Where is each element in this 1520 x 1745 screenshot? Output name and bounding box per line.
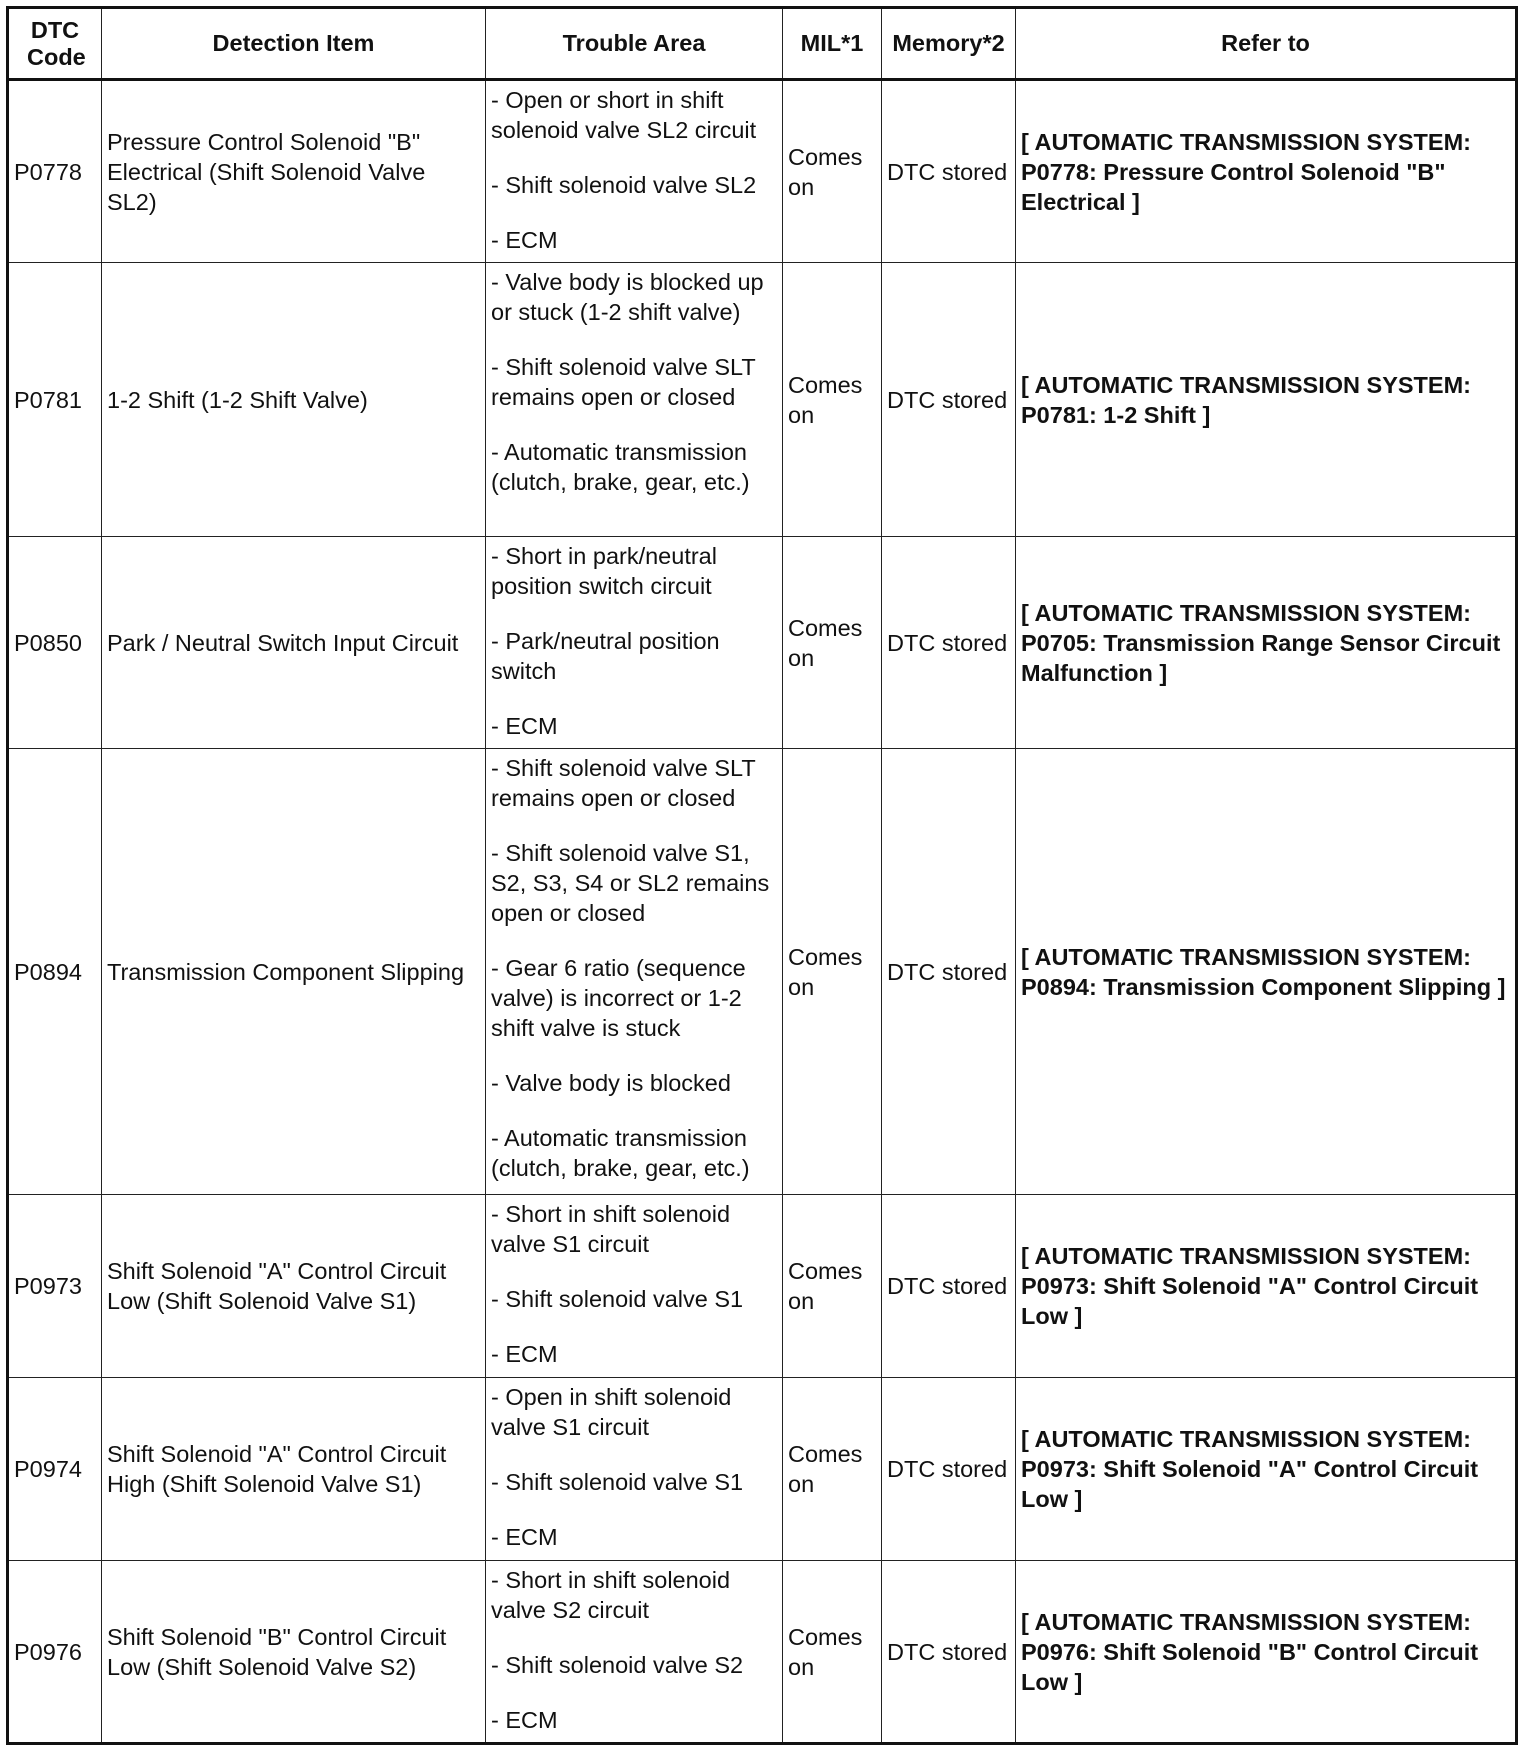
- trouble-area-item: - Shift solenoid valve SL2: [491, 172, 757, 198]
- memory-cell: DTC stored: [882, 749, 1016, 1195]
- mil-cell: Comes on: [783, 1195, 882, 1378]
- dtc-code-cell: P0976: [8, 1561, 102, 1744]
- trouble-area-cell: [486, 263, 783, 537]
- detection-item-cell: 1-2 Shift (1-2 Shift Valve): [102, 263, 486, 537]
- trouble-area-cell: [486, 749, 783, 1195]
- trouble-area-item: - Valve body is blocked: [491, 1070, 731, 1096]
- dtc-table: [6, 6, 1518, 1745]
- trouble-area-item: - Short in shift solenoid valve S2 circuit: [491, 1567, 731, 1623]
- trouble-area-item: - Shift solenoid valve SLT remains open or closed: [491, 354, 756, 410]
- trouble-area-item: - Open or short in shift solenoid valve SL2 circuit: [491, 87, 757, 143]
- detection-item-cell: Shift Solenoid "B" Control Circuit Low (Shift Solenoid Valve S2): [102, 1561, 486, 1744]
- refer-to-cell: [ AUTOMATIC TRANSMISSION SYSTEM: P0976: Shift Solenoid "B" Control Circuit Low ]: [1016, 1561, 1517, 1744]
- trouble-area-item: - ECM: [491, 1341, 558, 1367]
- memory-cell: DTC stored: [882, 1195, 1016, 1378]
- mil-cell: Comes on: [783, 1378, 882, 1561]
- trouble-area-item: - Shift solenoid valve S1: [491, 1286, 744, 1312]
- trouble-area-cell: [486, 1378, 783, 1561]
- trouble-area-cell: [486, 80, 783, 263]
- trouble-area-item: - Shift solenoid valve S2: [491, 1652, 744, 1678]
- trouble-area-item: - ECM: [491, 1707, 558, 1733]
- table-row: [8, 537, 1517, 749]
- header-dtc-code: DTC Code: [8, 8, 102, 80]
- memory-cell: DTC stored: [882, 80, 1016, 263]
- header-mil: MIL*1: [783, 8, 882, 80]
- refer-to-cell: [ AUTOMATIC TRANSMISSION SYSTEM: P0973: Shift Solenoid "A" Control Circuit Low ]: [1016, 1378, 1517, 1561]
- trouble-area-item: - Shift solenoid valve S1: [491, 1469, 744, 1495]
- detection-item-cell: Park / Neutral Switch Input Circuit: [102, 537, 486, 749]
- trouble-area-cell: [486, 1195, 783, 1378]
- trouble-area-item: - Automatic transmission (clutch, brake, gear, etc.): [491, 1125, 750, 1181]
- trouble-area-item: - ECM: [491, 1524, 558, 1550]
- mil-cell: Comes on: [783, 1561, 882, 1744]
- memory-cell: DTC stored: [882, 537, 1016, 749]
- detection-item-cell: Transmission Component Slipping: [102, 749, 486, 1195]
- detection-item-cell: Shift Solenoid "A" Control Circuit Low (Shift Solenoid Valve S1): [102, 1195, 486, 1378]
- table-row: [8, 1195, 1517, 1378]
- table-row: [8, 1561, 1517, 1744]
- table-header: [8, 8, 1517, 80]
- dtc-code-cell: P0781: [8, 263, 102, 537]
- trouble-area-item: - Short in park/neutral position switch circuit: [491, 543, 717, 599]
- table-row: [8, 80, 1517, 263]
- trouble-area-cell: [486, 537, 783, 749]
- refer-to-cell: [ AUTOMATIC TRANSMISSION SYSTEM: P0705: Transmission Range Sensor Circuit Malfunction ]: [1016, 537, 1517, 749]
- trouble-area-cell: [486, 1561, 783, 1744]
- table-row: [8, 749, 1517, 1195]
- header-memory: Memory*2: [882, 8, 1016, 80]
- mil-cell: Comes on: [783, 263, 882, 537]
- trouble-area-item: - Shift solenoid valve SLT remains open or closed: [491, 755, 756, 811]
- memory-cell: DTC stored: [882, 1378, 1016, 1561]
- dtc-code-cell: P0850: [8, 537, 102, 749]
- header-refer-to: Refer to: [1016, 8, 1517, 80]
- detection-item-cell: Pressure Control Solenoid "B" Electrical (Shift Solenoid Valve SL2): [102, 80, 486, 263]
- trouble-area-item: - Gear 6 ratio (sequence valve) is incorrect or 1-2 shift valve is stuck: [491, 955, 746, 1041]
- memory-cell: DTC stored: [882, 1561, 1016, 1744]
- header-row: [8, 8, 1517, 80]
- refer-to-cell: [ AUTOMATIC TRANSMISSION SYSTEM: P0778: Pressure Control Solenoid "B" Electrical ]: [1016, 80, 1517, 263]
- mil-cell: Comes on: [783, 537, 882, 749]
- trouble-area-item: - Park/neutral position switch: [491, 628, 720, 684]
- table-body: [8, 80, 1517, 1744]
- memory-cell: DTC stored: [882, 263, 1016, 537]
- dtc-code-cell: P0894: [8, 749, 102, 1195]
- refer-to-cell: [ AUTOMATIC TRANSMISSION SYSTEM: P0973: Shift Solenoid "A" Control Circuit Low ]: [1016, 1195, 1517, 1378]
- refer-to-cell: [ AUTOMATIC TRANSMISSION SYSTEM: P0781: 1-2 Shift ]: [1016, 263, 1517, 537]
- mil-cell: Comes on: [783, 80, 882, 263]
- trouble-area-item: - Valve body is blocked up or stuck (1-2 shift valve): [491, 269, 764, 325]
- trouble-area-item: - ECM: [491, 227, 558, 253]
- table-row: [8, 1378, 1517, 1561]
- mil-cell: Comes on: [783, 749, 882, 1195]
- trouble-area-item: - Short in shift solenoid valve S1 circuit: [491, 1201, 731, 1257]
- dtc-code-cell: P0974: [8, 1378, 102, 1561]
- refer-to-cell: [ AUTOMATIC TRANSMISSION SYSTEM: P0894: Transmission Component Slipping ]: [1016, 749, 1517, 1195]
- header-detection-item: Detection Item: [102, 8, 486, 80]
- table-row: [8, 263, 1517, 537]
- trouble-area-item: - Shift solenoid valve S1, S2, S3, S4 or SL2 remains open or closed: [491, 840, 770, 926]
- trouble-area-item: - Open in shift solenoid valve S1 circuit: [491, 1384, 732, 1440]
- detection-item-cell: Shift Solenoid "A" Control Circuit High (Shift Solenoid Valve S1): [102, 1378, 486, 1561]
- dtc-code-cell: P0778: [8, 80, 102, 263]
- dtc-code-cell: P0973: [8, 1195, 102, 1378]
- header-trouble-area: Trouble Area: [486, 8, 783, 80]
- trouble-area-item: - ECM: [491, 713, 558, 739]
- trouble-area-item: - Automatic transmission (clutch, brake, gear, etc.): [491, 439, 750, 495]
